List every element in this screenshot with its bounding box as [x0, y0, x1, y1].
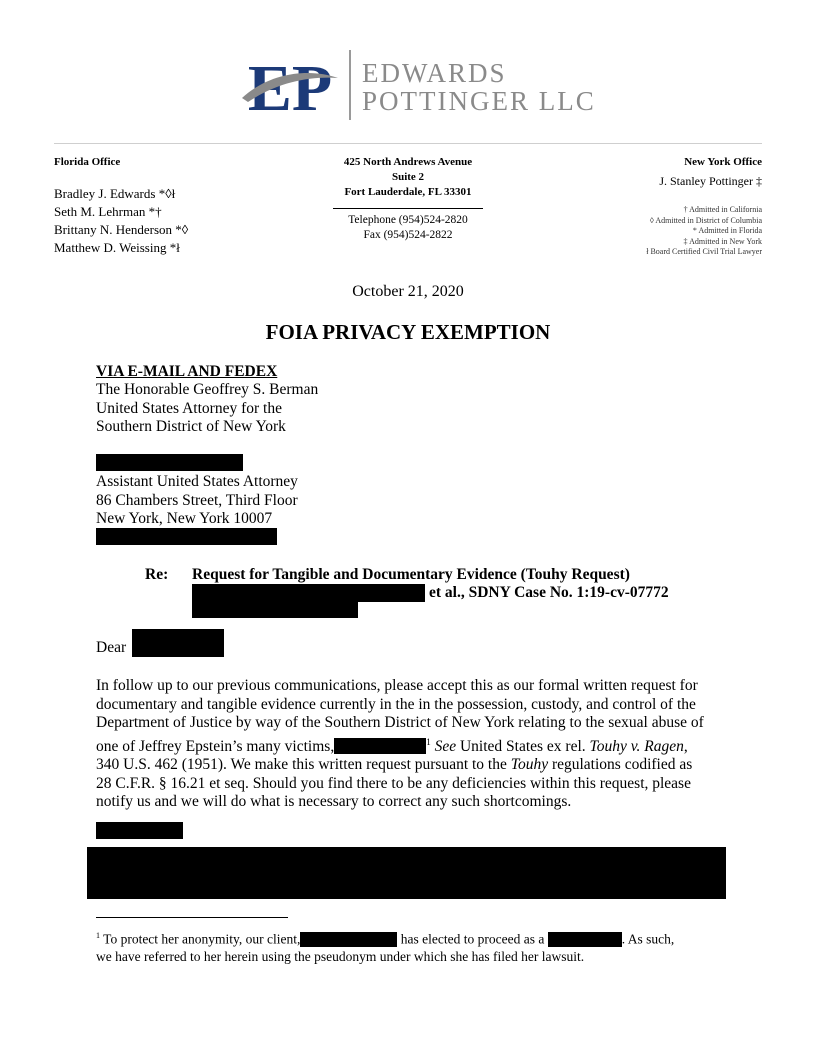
address-street: 425 North Andrews Avenue	[343, 156, 473, 168]
re-subject: Request for Tangible and Documentary Evidence (Touhy Request)	[192, 566, 630, 583]
paragraph-line: documentary and tangible evidence currently in the in the possession, custody, and control of the	[96, 695, 696, 713]
redaction-bar	[132, 629, 224, 657]
delivery-method: VIA E-MAIL AND FEDEX	[96, 363, 278, 380]
re-case-number: et al., SDNY Case No. 1:19-cv-07772	[429, 584, 669, 601]
admission-note: ◊ Admitted in District of Columbia	[649, 215, 762, 225]
attorney-name: Bradley J. Edwards *◊ł	[54, 186, 176, 201]
paragraph-line: In follow up to our previous communications, please accept this as our formal written request for	[96, 677, 698, 694]
address-divider	[333, 208, 483, 209]
re-label: Re:	[145, 566, 169, 583]
fax: Fax (954)524-2822	[363, 229, 453, 241]
admission-note: ł Board Certified Civil Trial Lawyer	[646, 247, 762, 256]
footnote-line: we have referred to her herein using the pseudonym under which she has filed her lawsuit.	[96, 948, 585, 964]
paragraph-text: regulations codified as	[551, 756, 693, 774]
body-paragraph	[96, 677, 736, 812]
admission-note: * Admitted in Florida	[692, 226, 762, 235]
address-suite: Suite 2	[391, 171, 425, 183]
redaction-bar	[192, 602, 358, 618]
florida-office-title: Florida Office	[54, 156, 121, 168]
redaction-bar	[192, 584, 425, 602]
case-name: Touhy	[510, 756, 549, 774]
paragraph-line	[96, 733, 736, 757]
logo-divider	[349, 50, 351, 120]
footnote-text: To protect her anonymity, our client,	[103, 931, 301, 947]
office-address	[318, 155, 498, 243]
signal-see: See	[434, 737, 457, 755]
case-name: Touhy v. Ragen	[589, 737, 684, 755]
redaction-bar	[96, 528, 277, 545]
letter-heading: FOIA PRIVACY EXEMPTION	[265, 320, 551, 344]
addressee-line: 86 Chambers Street, Third Floor	[96, 491, 298, 509]
second-addressee-block	[96, 473, 298, 529]
paragraph-text: 340 U.S. 462 (1951). We make this written request pursuant to the	[96, 756, 507, 774]
letter-date: October 21, 2020	[352, 283, 464, 300]
admission-note: † Admitted in California	[683, 205, 762, 214]
addressee-line: The Honorable Geoffrey S. Berman	[96, 381, 319, 398]
florida-attorney-list	[54, 185, 188, 257]
newyork-office-title: New York Office	[684, 156, 762, 168]
redaction-bar	[300, 932, 397, 947]
logo-monogram-text: EP	[247, 52, 333, 120]
paragraph-line: Department of Justice by way of the Southern District of New York relating to the sexual abuse of	[96, 714, 704, 731]
attorney-name: Matthew D. Weissing *ł	[54, 240, 180, 255]
admission-notes	[646, 205, 762, 258]
firm-logo-monogram-icon	[240, 50, 340, 120]
paragraph-line	[96, 756, 736, 775]
redaction-bar	[96, 454, 243, 471]
addressee-line: New York, New York 10007	[96, 510, 273, 527]
address-city: Fort Lauderdale, FL 33301	[344, 186, 472, 198]
redaction-bar	[548, 932, 622, 947]
addressee-line: Assistant United States Attorney	[96, 473, 298, 490]
footnote-line	[96, 927, 726, 948]
redaction-bar	[334, 738, 426, 754]
redaction-bar	[96, 822, 183, 839]
addressee-line: Southern District of New York	[96, 418, 286, 435]
attorney-name: Brittany N. Henderson *◊	[54, 222, 189, 237]
footnote-text: . As such,	[621, 931, 675, 947]
header-divider	[54, 143, 762, 144]
redaction-block	[87, 847, 726, 899]
footnote-text: has elected to proceed as a	[400, 931, 545, 947]
addressee-block	[96, 381, 318, 437]
paragraph-line: 28 C.F.R. § 16.21 et seq. Should you find there to be any deficiencies within this request, please	[96, 774, 691, 792]
admission-note: ‡ Admitted in New York	[683, 236, 762, 246]
telephone: Telephone (954)524-2820	[348, 214, 468, 226]
paragraph-text: ,	[683, 737, 688, 755]
paragraph-text: one of Jeffrey Epstein’s many victims,	[96, 737, 335, 755]
footnote-mark: 1	[96, 931, 100, 940]
footnote	[96, 927, 726, 965]
attorney-name: Seth M. Lehrman *†	[54, 204, 162, 219]
newyork-attorney: J. Stanley Pottinger ‡	[659, 174, 762, 188]
paragraph-text: United States ex rel.	[459, 737, 586, 755]
logo-firm-name-line1: EDWARDS	[362, 58, 507, 88]
paragraph-line: notify us and we will do what is necessary to correct any such shortcomings.	[96, 793, 572, 811]
addressee-line: United States Attorney for the	[96, 399, 282, 417]
footnote-separator	[96, 917, 288, 918]
footnote-reference: 1	[426, 736, 431, 747]
salutation: Dear	[96, 639, 127, 656]
logo-firm-name-line2: POTTINGER LLC	[362, 86, 596, 116]
